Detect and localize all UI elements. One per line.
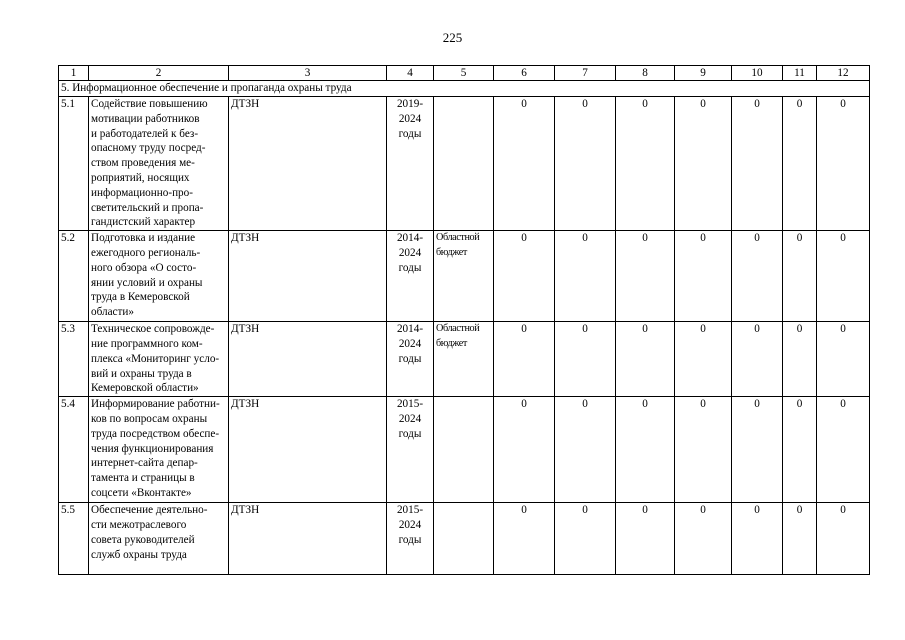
text-line: 2014- bbox=[396, 232, 424, 245]
funding-value: 0 bbox=[675, 322, 732, 397]
section-title: 5. Информационное обеспечение и пропаганда охраны труда bbox=[59, 81, 870, 97]
section-row bbox=[59, 81, 870, 97]
text-line: Областной bbox=[436, 232, 480, 244]
funding-value: 0 bbox=[616, 231, 675, 322]
text-line: мотивации работников bbox=[91, 112, 200, 125]
executor: ДТЗН bbox=[229, 97, 387, 231]
row-number: 5.1 bbox=[59, 97, 89, 231]
funding-value: 0 bbox=[783, 503, 817, 575]
funding-value: 0 bbox=[783, 397, 817, 503]
text-line: 2024 bbox=[398, 518, 422, 531]
text-line: гандистский характер bbox=[91, 216, 196, 229]
text-line: Подготовка и издание bbox=[91, 232, 196, 245]
text-line: годы bbox=[398, 427, 422, 440]
text-line: 2015- bbox=[396, 398, 424, 411]
funding-value: 0 bbox=[732, 322, 783, 397]
table-row bbox=[59, 231, 870, 322]
funding-value: 0 bbox=[817, 397, 870, 503]
funding-value: 0 bbox=[783, 322, 817, 397]
column-number-cell: 5 bbox=[434, 66, 494, 81]
column-number-cell: 3 bbox=[229, 66, 387, 81]
funding-value: 0 bbox=[732, 231, 783, 322]
column-number-cell: 12 bbox=[817, 66, 870, 81]
text-line: бюджет bbox=[436, 337, 467, 349]
activity-name bbox=[89, 503, 229, 575]
funding-value: 0 bbox=[555, 97, 616, 231]
funding-value: 0 bbox=[494, 503, 555, 575]
funding-value: 0 bbox=[732, 503, 783, 575]
table-row bbox=[59, 97, 870, 231]
funding-source bbox=[434, 97, 494, 231]
activity-name bbox=[89, 397, 229, 503]
text-line: 2015- bbox=[396, 504, 424, 517]
column-number-cell: 2 bbox=[89, 66, 229, 81]
text-line: янии условий и охраны bbox=[91, 276, 203, 289]
text-line: роприятий, носящих bbox=[91, 171, 190, 184]
funding-value: 0 bbox=[555, 231, 616, 322]
text-line: тамента и страницы в bbox=[91, 472, 195, 485]
funding-source bbox=[434, 397, 494, 503]
text-line: плекса «Мониторинг усло- bbox=[91, 352, 220, 365]
executor: ДТЗН bbox=[229, 397, 387, 503]
text-line: Информирование работни- bbox=[91, 398, 220, 411]
text-line: Кемеровской области» bbox=[91, 382, 199, 395]
text-line: 2019- bbox=[396, 98, 424, 110]
text-line: информационно-про- bbox=[91, 186, 193, 199]
period bbox=[387, 231, 434, 322]
column-number-cell: 6 bbox=[494, 66, 555, 81]
funding-value: 0 bbox=[555, 503, 616, 575]
executor: ДТЗН bbox=[229, 503, 387, 575]
column-number-cell: 10 bbox=[732, 66, 783, 81]
period bbox=[387, 97, 434, 231]
text-line: сти межотраслевого bbox=[91, 518, 187, 531]
funding-value: 0 bbox=[783, 97, 817, 231]
funding-value: 0 bbox=[675, 503, 732, 575]
text-line: годы bbox=[398, 261, 422, 274]
funding-value: 0 bbox=[616, 397, 675, 503]
funding-value: 0 bbox=[817, 322, 870, 397]
row-number: 5.5 bbox=[59, 503, 89, 575]
funding-value: 0 bbox=[783, 231, 817, 322]
text-line: ежегодного региональ- bbox=[91, 246, 201, 259]
text-line: служб охраны труда bbox=[91, 548, 187, 561]
funding-value: 0 bbox=[494, 231, 555, 322]
program-table bbox=[58, 65, 870, 575]
page-number: 225 bbox=[442, 30, 463, 45]
funding-value: 0 bbox=[732, 97, 783, 231]
text-line: 2024 bbox=[398, 337, 422, 350]
activity-name bbox=[89, 231, 229, 322]
funding-value: 0 bbox=[494, 397, 555, 503]
text-line: годы bbox=[398, 533, 422, 546]
text-line: светительский и пропа- bbox=[91, 201, 204, 214]
text-line: труда посредством обеспе- bbox=[91, 427, 220, 440]
funding-value: 0 bbox=[555, 322, 616, 397]
text-line: годы bbox=[398, 127, 422, 140]
activity-name bbox=[89, 97, 229, 231]
funding-value: 0 bbox=[494, 97, 555, 231]
funding-value: 0 bbox=[675, 231, 732, 322]
funding-value: 0 bbox=[817, 97, 870, 231]
text-line: 2024 bbox=[398, 412, 422, 425]
period bbox=[387, 397, 434, 503]
text-line: области» bbox=[91, 306, 134, 319]
text-line: Областной bbox=[436, 323, 480, 335]
funding-value: 0 bbox=[817, 231, 870, 322]
text-line: интернет-сайта депар- bbox=[91, 457, 198, 470]
text-line: бюджет bbox=[436, 246, 467, 258]
column-number-cell: 4 bbox=[387, 66, 434, 81]
text-line: ков по вопросам охраны bbox=[91, 412, 208, 425]
text-line: 2014- bbox=[396, 323, 424, 336]
table-row bbox=[59, 322, 870, 397]
funding-value: 0 bbox=[555, 397, 616, 503]
text-line: ством проведения ме- bbox=[91, 157, 195, 170]
column-number-cell: 9 bbox=[675, 66, 732, 81]
executor: ДТЗН bbox=[229, 322, 387, 397]
funding-value: 0 bbox=[616, 503, 675, 575]
funding-value: 0 bbox=[675, 97, 732, 231]
column-number-cell: 8 bbox=[616, 66, 675, 81]
text-line: годы bbox=[398, 352, 422, 365]
text-line: 2024 bbox=[398, 112, 422, 125]
text-line: 2024 bbox=[398, 246, 422, 259]
column-number-cell: 11 bbox=[783, 66, 817, 81]
funding-value: 0 bbox=[494, 322, 555, 397]
funding-value: 0 bbox=[616, 322, 675, 397]
period bbox=[387, 503, 434, 575]
table-row bbox=[59, 503, 870, 575]
column-number-cell: 1 bbox=[59, 66, 89, 81]
text-line: труда в Кемеровской bbox=[91, 291, 190, 304]
activity-name bbox=[89, 322, 229, 397]
text-line: вий и охраны труда в bbox=[91, 367, 192, 380]
executor: ДТЗН bbox=[229, 231, 387, 322]
text-line: Содействие повышению bbox=[91, 98, 208, 110]
column-number-cell: 7 bbox=[555, 66, 616, 81]
funding-value: 0 bbox=[732, 397, 783, 503]
funding-value: 0 bbox=[817, 503, 870, 575]
row-number: 5.4 bbox=[59, 397, 89, 503]
text-line: совета руководителей bbox=[91, 533, 195, 546]
text-line: Обеспечение деятельно- bbox=[91, 504, 208, 517]
text-line: Техническое сопровожде- bbox=[91, 323, 215, 336]
funding-value: 0 bbox=[675, 397, 732, 503]
row-number: 5.2 bbox=[59, 231, 89, 322]
text-line: чения функционирования bbox=[91, 442, 214, 455]
period bbox=[387, 322, 434, 397]
funding-source bbox=[434, 231, 494, 322]
text-line: и работодателей к без- bbox=[91, 127, 199, 140]
funding-source bbox=[434, 322, 494, 397]
column-number-row bbox=[59, 66, 870, 81]
text-line: соцсети «Вконтакте» bbox=[91, 486, 192, 499]
text-line: ние программного ком- bbox=[91, 337, 203, 350]
text-line: ного обзора «О состо- bbox=[91, 261, 197, 274]
row-number: 5.3 bbox=[59, 322, 89, 397]
text-line: опасному труду посред- bbox=[91, 142, 206, 155]
funding-value: 0 bbox=[616, 97, 675, 231]
table-row bbox=[59, 397, 870, 503]
funding-source bbox=[434, 503, 494, 575]
